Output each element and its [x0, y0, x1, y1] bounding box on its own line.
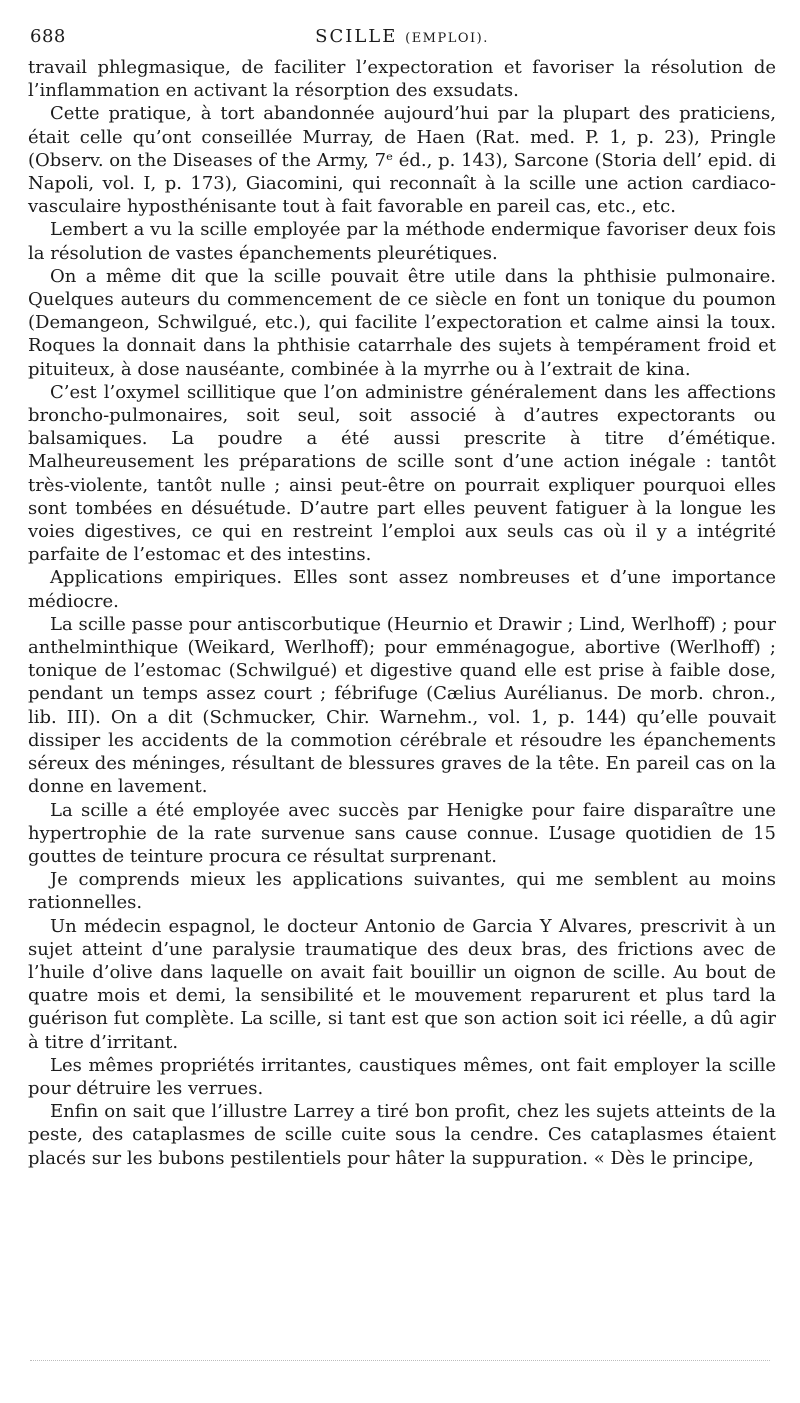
bleed-through-line: [30, 1360, 770, 1362]
paragraph: Je comprends mieux les applications suivantes, qui me semblent au moins rationnelles.: [28, 869, 776, 914]
paragraph: La scille a été employée avec succès par Henigke pour faire disparaître une hypertrophie de la rate survenue sans cause connue. L’usage quotidien de 15 gouttes de teinture procura ce résultat surprenant.: [28, 799, 776, 867]
body-text: [28, 56, 776, 1170]
paragraph: travail phlegmasique, de faciliter l’expectoration et favoriser la résolution de l’inflammation en activant la résorption des exsudats.: [28, 57, 776, 102]
paragraph: La scille passe pour antiscorbutique (Heurnio et Drawir ; Lind, Werlhoff) ; pour anthelminthique (Weikard, Werlhoff); pour emménagogue, abortive (Werlhoff) ; tonique de l’estomac (Schwilgué) et digestive quand elle est prise à faible dose, pendant un temps assez court ; fébrifuge (Cælius Aurélianus. De morb. chron., lib. III). On a dit (Schmucker, Chir. Warnehm., vol. 1, p. 144) qu’elle pouvait dissiper les accidents de la commotion cérébrale et résoudre les épanchements séreux des méninges, résultant de blessures graves de la tête. En pareil cas on la donne en lavement.: [28, 613, 776, 798]
running-title: [28, 26, 776, 47]
paragraph: Un médecin espagnol, le docteur Antonio de Garcia Y Alvares, prescrivit à un sujet atteint d’une paralysie traumatique des deux bras, des frictions avec de l’huile d’olive dans laquelle on avait fait bouillir un oignon de scille. Au bout de quatre mois et demi, la sensibilité et le mouvement reparurent et plus tard la guérison fut complète. La scille, si tant est que son action soit ici réelle, a dû agir à titre d’irritant.: [28, 915, 776, 1053]
document-page: [28, 22, 776, 1170]
running-title-sub: (EMPLOI).: [405, 31, 489, 46]
paragraph: Cette pratique, à tort abandonnée aujourd’hui par la plupart des praticiens, était celle qu’ont conseillée Murray, de Haen (Rat. med. P. 1, p. 23), Pringle (Observ. on the Diseases of the Army, 7ᵉ éd., p. 143), Sarcone (Storia dell’ epid. di Napoli, vol. I, p. 173), Giacomini, qui reconnaît à la scille une action cardiaco-vasculaire hyposthénisante tout à fait favorable en pareil cas, etc., etc.: [28, 103, 776, 218]
running-title-main: SCILLE: [315, 26, 398, 47]
paragraph: Les mêmes propriétés irritantes, caustiques mêmes, ont fait employer la scille pour détruire les verrues.: [28, 1054, 776, 1099]
paragraph: Enfin on sait que l’illustre Larrey a tiré bon profit, chez les sujets atteints de la peste, des cataplasmes de scille cuite sous la cendre. Ces cataplasmes étaient placés sur les bubons pestilentiels pour hâter la suppuration. « Dès le principe,: [28, 1101, 776, 1169]
paragraph: C’est l’oxymel scillitique que l’on administre généralement dans les affections broncho-pulmonaires, soit seul, soit associé à d’autres expectorants ou balsamiques. La poudre a été aussi prescrite à titre d’émétique. Malheureusement les préparations de scille sont d’une action inégale : tantôt très-violente, tantôt nulle ; ainsi peut-être on pourrait expliquer pourquoi elles sont tombées en désuétude. D’autre part elles peuvent fatiguer à la longue les voies digestives, ce qui en restreint l’emploi aux seuls cas où il y a intégrité parfaite de l’estomac et des intestins.: [28, 381, 776, 566]
paragraph: Applications empiriques. Elles sont assez nombreuses et d’une importance médiocre.: [28, 567, 776, 612]
paragraph: On a même dit que la scille pouvait être utile dans la phthisie pulmonaire. Quelques auteurs du commencement de ce siècle en font un tonique du poumon (Demangeon, Schwilgué, etc.), qui facilite l’expectoration et calme ainsi la toux. Roques la donnait dans la phthisie catarrhale des sujets à tempérament froid et pituiteux, à dose nauséante, combinée à la myrrhe ou à l’extrait de kina.: [28, 265, 776, 380]
page-header: [28, 22, 776, 56]
paragraph: Lembert a vu la scille employée par la méthode endermique favoriser deux fois la résolution de vastes épanchements pleurétiques.: [28, 219, 776, 264]
page-number: 688: [30, 26, 66, 47]
